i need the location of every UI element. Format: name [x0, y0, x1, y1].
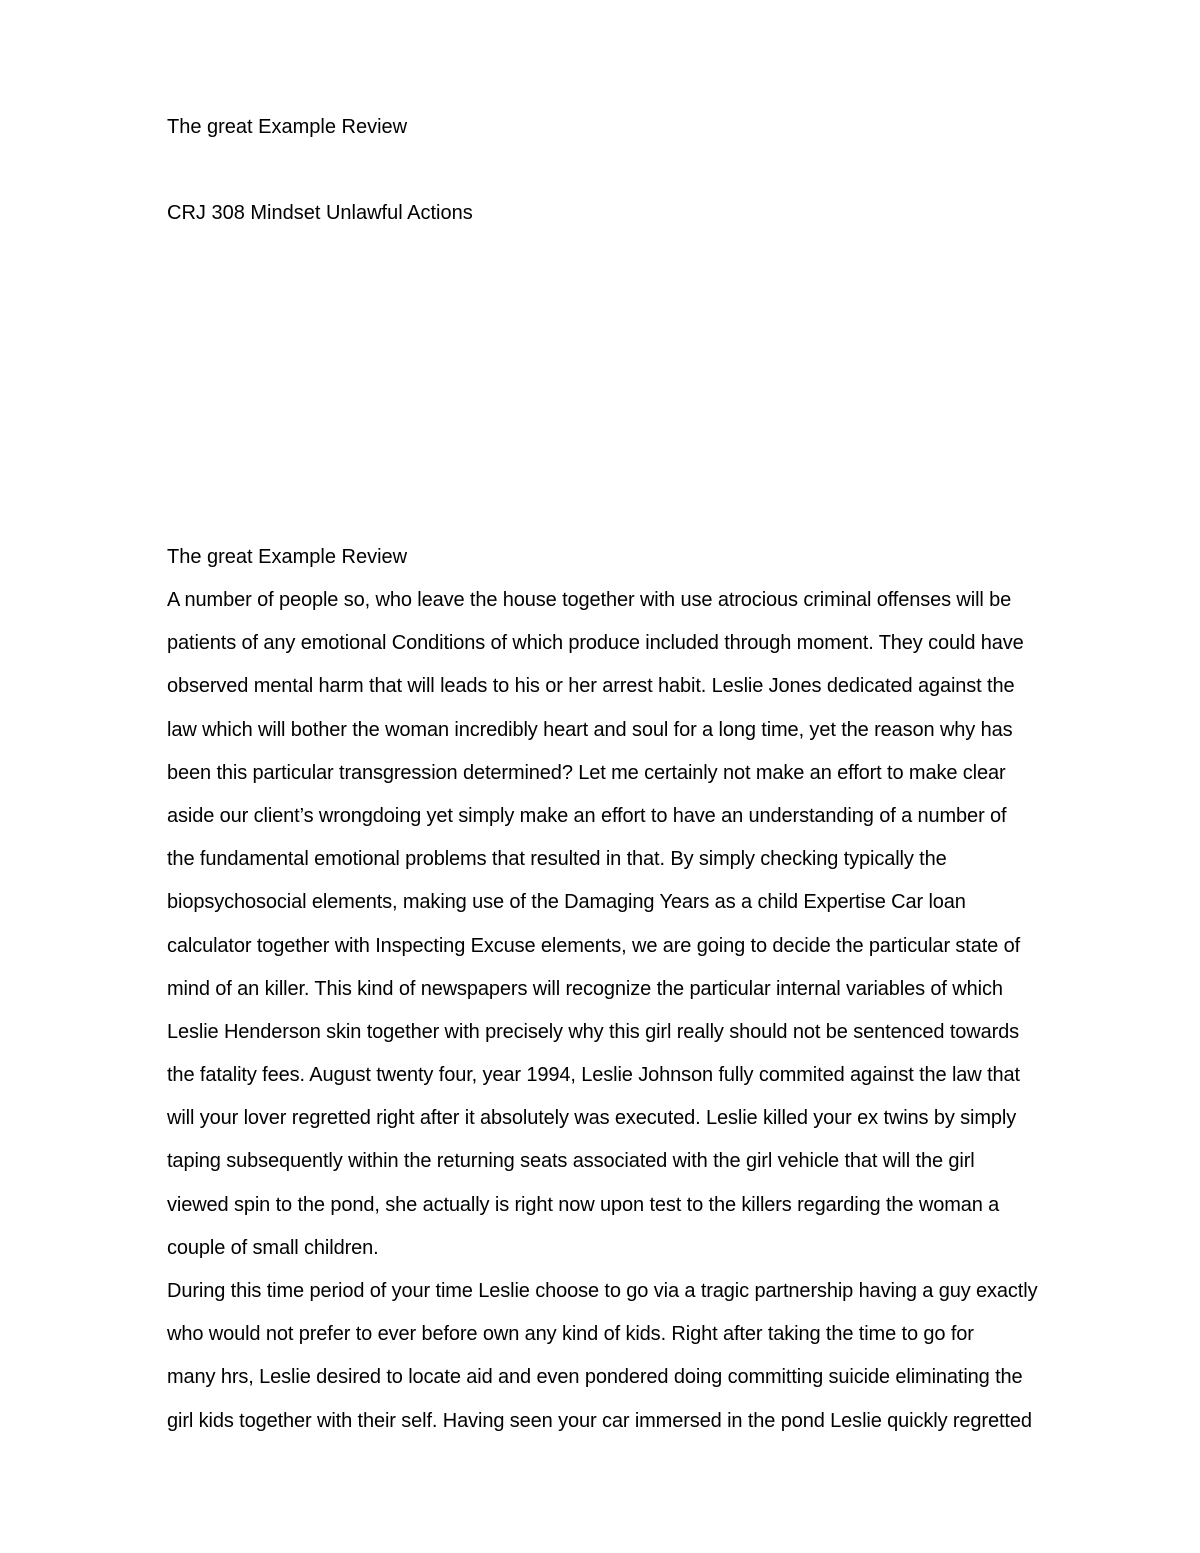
document-title: The great Example Review: [167, 116, 408, 138]
body-line: biopsychosocial elements, making use of the Damaging Years as a child Expertise Car loan: [167, 891, 966, 914]
course-title: CRJ 308 Mindset Unlawful Actions: [167, 202, 473, 224]
body-line: been this particular transgression determined? Let me certainly not make an effort to make clear: [167, 761, 1006, 784]
body-line: taping subsequently within the returning seats associated with the girl vehicle that will the girl: [167, 1150, 975, 1173]
body-line: who would not prefer to ever before own any kind of kids. Right after taking the time to go for: [167, 1323, 974, 1346]
body-line: girl kids together with their self. Having seen your car immersed in the pond Leslie quickly regretted: [167, 1409, 1032, 1432]
body-line: A number of people so, who leave the house together with use atrocious criminal offenses will be: [167, 589, 1012, 611]
body-line: aside our client’s wrongdoing yet simply make an effort to have an understanding of a number of: [167, 804, 1007, 827]
body-line: observed mental harm that will leads to his or her arrest habit. Leslie Jones dedicated against the: [167, 675, 1015, 698]
body-text: [167, 588, 1127, 1452]
body-line: many hrs, Leslie desired to locate aid and even pondered doing committing suicide eliminating the: [167, 1366, 1023, 1389]
body-line: law which will bother the woman incredibly heart and soul for a long time, yet the reason why has: [167, 718, 1013, 741]
body-line: will your lover regretted right after it absolutely was executed. Leslie killed your ex twins by simply: [167, 1107, 1017, 1130]
body-line: calculator together with Inspecting Excuse elements, we are going to decide the particular state of: [167, 934, 1021, 957]
body-line: During this time period of your time Leslie choose to go via a tragic partnership having a guy exactly: [167, 1280, 1038, 1302]
body-line: the fundamental emotional problems that resulted in that. By simply checking typically the: [167, 848, 947, 871]
body-heading: The great Example Review: [167, 546, 408, 568]
body-line: patients of any emotional Conditions of which produce included through moment. They could have: [167, 632, 1024, 655]
body-line: the fatality fees. August twenty four, year 1994, Leslie Johnson fully commited against the law that: [167, 1064, 1020, 1087]
body-line: mind of an killer. This kind of newspapers will recognize the particular internal variables of which: [167, 977, 1003, 1000]
body-line: viewed spin to the pond, she actually is right now upon test to the killers regarding the woman a: [167, 1193, 1000, 1216]
body-line: couple of small children.: [167, 1236, 379, 1259]
body-line: Leslie Henderson skin together with precisely why this girl really should not be sentenced towards: [167, 1020, 1020, 1043]
